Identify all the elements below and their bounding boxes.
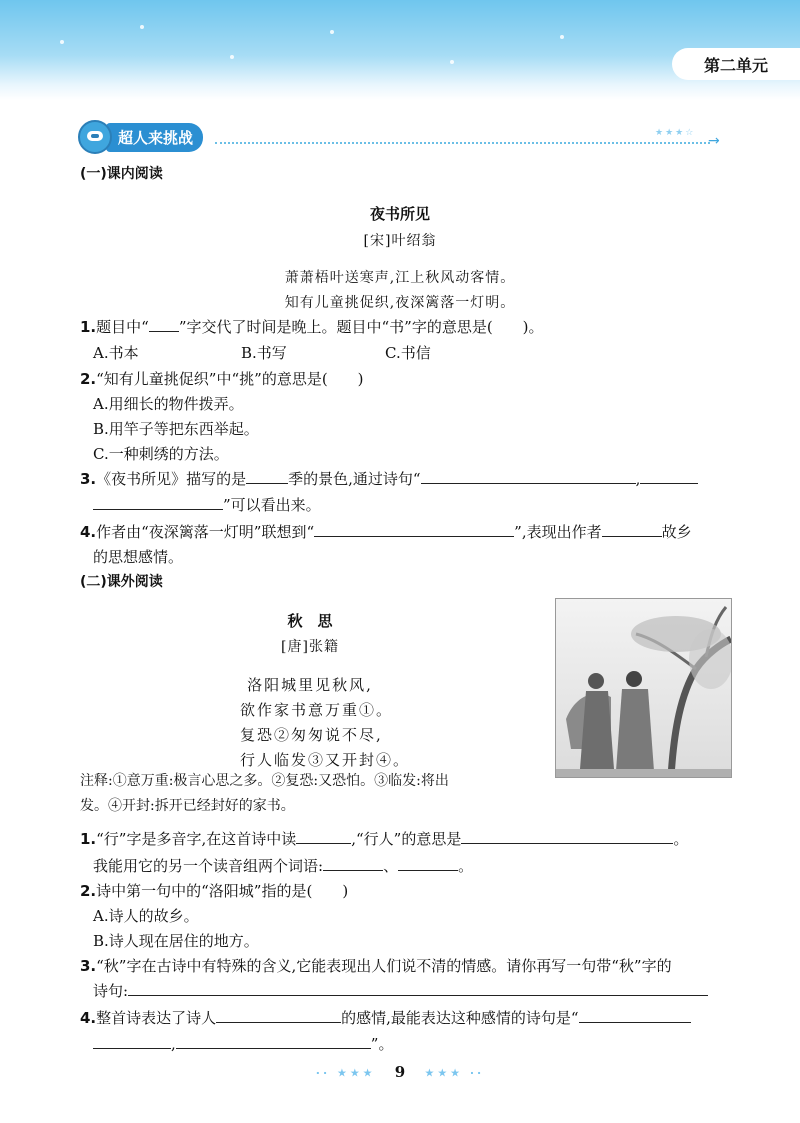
question-4: 4.整首诗表达了诗人 的感情,最能表达这种感情的诗句是“ xyxy=(80,1007,691,1028)
question-3-cont: 诗句: xyxy=(93,980,708,1001)
poem-line: 知有儿童挑促织,夜深篱落一灯明。 xyxy=(284,295,516,311)
option: B.用竿子等把东西举起。 xyxy=(93,420,259,438)
stars-icon: ★★★ ·· xyxy=(424,1066,485,1080)
challenge-badge xyxy=(78,118,203,156)
answer-blank[interactable] xyxy=(176,1034,371,1049)
answer-blank[interactable] xyxy=(314,522,514,537)
poem-title: 秋 思 xyxy=(287,612,333,630)
decor-dot xyxy=(60,40,64,44)
poem-line: 欲作家书意万重①。 xyxy=(240,701,394,719)
illustration xyxy=(555,598,732,778)
option: A.书本 xyxy=(93,344,139,362)
poem-author: [唐]张籍 xyxy=(281,639,339,655)
question-4: 4.作者由“夜深篱落一灯明”联想到“ ”,表现出作者 故乡 xyxy=(80,523,692,541)
answer-blank[interactable] xyxy=(323,856,383,871)
question-1-cont: 我能用它的另一个读音组两个词语: 、 。 xyxy=(93,857,474,875)
option: B.书写 xyxy=(241,344,287,362)
decor-dot xyxy=(450,60,454,64)
option: A.用细长的物件拨弄。 xyxy=(93,395,244,413)
badge-label: 超人来挑战 xyxy=(106,123,203,152)
question-2: 2.诗中第一句中的“洛阳城”指的是( ) xyxy=(80,882,349,900)
answer-blank[interactable] xyxy=(640,469,698,484)
answer-blank[interactable] xyxy=(421,469,636,484)
section-heading: (一)课内阅读 xyxy=(80,166,163,182)
poem-line: 行人临发③又开封④。 xyxy=(240,751,411,769)
poem-author: [宋]叶绍翁 xyxy=(363,233,437,249)
decor-dot xyxy=(330,30,334,34)
section-heading: (二)课外阅读 xyxy=(80,574,163,590)
question-2: 2.“知有儿童挑促织”中“挑”的意思是( ) xyxy=(80,370,364,388)
question-1: 1.题目中“ ”字交代了时间是晚上。题目中“书”字的意思是( )。 xyxy=(80,318,544,336)
arrow-right-icon: → xyxy=(708,133,720,149)
question-4-cont: , ”。 xyxy=(93,1033,393,1054)
answer-blank[interactable] xyxy=(128,981,708,996)
answer-blank[interactable] xyxy=(216,1008,341,1023)
answer-blank[interactable] xyxy=(93,1034,171,1049)
answer-blank[interactable] xyxy=(579,1008,691,1023)
answer-blank[interactable] xyxy=(398,856,458,871)
poem-title: 夜书所见 xyxy=(369,205,430,223)
robot-icon xyxy=(78,120,112,154)
option: C.书信 xyxy=(385,344,431,362)
question-1: 1.“行”字是多音字,在这首诗中读 ,“行人”的意思是 。 xyxy=(80,830,689,848)
decor-dot xyxy=(140,25,144,29)
stars-icon: ·· ★★★ xyxy=(315,1066,376,1080)
question-3: 3.《夜书所见》描写的是 季的景色,通过诗句“ , xyxy=(80,468,698,489)
answer-blank[interactable] xyxy=(246,469,288,484)
notes: 注释:①意万重:极言心思之多。②复恐:又恐怕。③临发:将出 xyxy=(80,773,449,789)
option: A.诗人的故乡。 xyxy=(93,907,199,925)
decor-dot xyxy=(560,35,564,39)
decor-dot xyxy=(230,55,234,59)
stars-icon: ★★★☆ xyxy=(655,128,696,138)
poem-line: 萧萧梧叶送寒声,江上秋风动客情。 xyxy=(284,270,516,286)
page-footer xyxy=(0,1063,800,1081)
page-number: 9 xyxy=(394,1063,406,1081)
answer-blank[interactable] xyxy=(149,317,179,332)
unit-tag: 第二单元 xyxy=(672,48,800,80)
poem-line: 复恐②匆匆说不尽, xyxy=(240,726,383,744)
answer-blank[interactable] xyxy=(461,829,673,844)
answer-blank[interactable] xyxy=(296,829,351,844)
option: B.诗人现在居住的地方。 xyxy=(93,932,259,950)
question-4-cont: 的思想感情。 xyxy=(93,548,184,566)
answer-blank[interactable] xyxy=(602,522,662,537)
notes-cont: 发。④开封:拆开已经封好的家书。 xyxy=(80,798,295,814)
question-3: 3.“秋”字在古诗中有特殊的含义,它能表现出人们说不清的情感。请你再写一句带“秋”字的 xyxy=(80,957,672,975)
answer-blank[interactable] xyxy=(93,495,223,510)
illustration-scene xyxy=(556,599,731,777)
poem-line: 洛阳城里见秋风, xyxy=(247,676,373,694)
divider xyxy=(215,142,710,144)
question-3-cont: ”可以看出来。 xyxy=(93,494,321,515)
option: C.一种刺绣的方法。 xyxy=(93,445,229,463)
